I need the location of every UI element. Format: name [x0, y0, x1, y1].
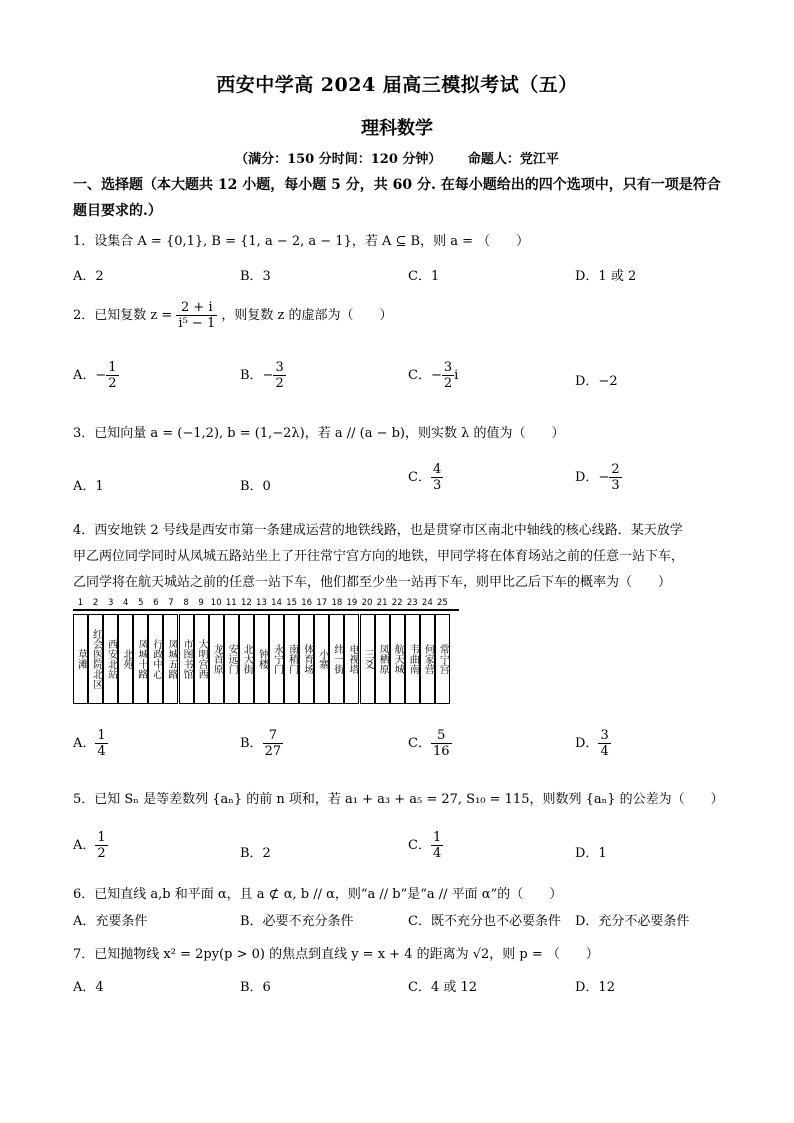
station-number: 5	[138, 598, 144, 608]
station-box: 草滩	[73, 614, 88, 704]
station-box: 三爻	[360, 614, 375, 704]
q4-c-label: C．	[408, 736, 431, 751]
station-box: 安远门	[224, 614, 239, 704]
station-box: 北苑	[118, 614, 133, 704]
q5-option-d: D．1	[575, 846, 607, 861]
station-box: 市图书馆	[179, 614, 194, 704]
q4-c-den: 16	[432, 744, 450, 759]
q3-c-fraction	[431, 462, 443, 493]
subject-title: 理科数学	[361, 118, 433, 139]
q5-c-num: 1	[432, 830, 442, 845]
q1-option-a: A．2	[73, 269, 104, 284]
question-6: 6．已知直线 a,b 和平面 α，且 a ⊄ α, b // α，则“a // b”是“a // 平面 α”的（ ）	[73, 887, 563, 902]
q2-c-num: 3	[443, 360, 453, 375]
q5-option-b: B．2	[240, 846, 271, 861]
q4-b-den: 27	[264, 744, 282, 759]
q3-c-num: 4	[432, 462, 442, 477]
q2-frac-denominator: i⁵ − 1	[178, 316, 216, 331]
station-box: 南稍门	[284, 614, 299, 704]
q2-option-b	[240, 360, 286, 391]
station-box: 北大街	[239, 614, 254, 704]
q5-c-fraction	[431, 830, 443, 861]
q2-b-label: B．−	[240, 368, 274, 383]
station-number: 17	[316, 598, 328, 608]
station-box: 龙首原	[209, 614, 224, 704]
q7-option-b: B．6	[240, 980, 271, 995]
station-box: 永宁门	[269, 614, 284, 704]
q4-c-num: 5	[431, 728, 452, 744]
exam-meta	[0, 148, 794, 167]
q5-c-den: 4	[432, 846, 442, 861]
q2-option-d: D．−2	[575, 374, 618, 389]
station-box: 凤栖原	[375, 614, 390, 704]
station-number: 23	[406, 598, 418, 608]
q2-frac-numerator: 2 + i	[176, 300, 217, 316]
q3-c-den: 3	[432, 478, 442, 493]
station-box: 西安北站	[103, 614, 118, 704]
station-box: 韦曲南	[405, 614, 420, 704]
q1-option-c: C．1	[408, 269, 440, 284]
station-number: 6	[153, 598, 159, 608]
q4-d-num: 3	[600, 728, 609, 743]
q3-d-num: 2	[611, 462, 620, 477]
q3-option-b: B．0	[240, 479, 271, 494]
q4-d-label: D．	[575, 736, 599, 751]
station-box: 航天城	[390, 614, 405, 704]
author-info: 命题人：党江平	[467, 152, 559, 167]
station-number: 11	[225, 598, 237, 608]
q4-option-d	[575, 728, 611, 759]
q4-a-num: 1	[97, 728, 106, 743]
station-number: 10	[210, 598, 222, 608]
station-number: 25	[436, 598, 448, 608]
station-number: 15	[286, 598, 298, 608]
q3-d-den: 3	[611, 478, 620, 493]
q5-a-den: 2	[97, 846, 106, 861]
q4-option-b	[240, 728, 283, 759]
q2-a-num: 1	[108, 360, 117, 375]
q1-option-b: B．3	[240, 269, 271, 284]
station-number: 2	[92, 598, 99, 608]
q5-a-fraction	[95, 830, 107, 861]
exam-title: 西安中学高 2024 届高三模拟考试（五）	[216, 74, 578, 96]
station-number: 12	[240, 598, 252, 608]
q4-b-num: 7	[263, 728, 284, 744]
question-4-line-3: 乙同学将在航天城站之前的任意一站下车，他们都至少坐一站再下车，则甲比乙后下车的概率为（ ）	[73, 575, 672, 590]
q3-d-fraction	[609, 462, 621, 493]
q2-option-a	[73, 360, 119, 391]
q3-option-a: A．1	[73, 479, 104, 494]
q6-option-c: C．既不充分也不必要条件	[408, 914, 561, 929]
station-box: 凤城十路	[133, 614, 148, 704]
q3-option-c	[408, 462, 443, 493]
q5-a-label: A．	[73, 838, 96, 853]
q2-option-c	[408, 360, 458, 391]
station-box: 大明宫西	[194, 614, 209, 704]
q4-d-fraction	[598, 728, 610, 759]
q4-b-label: B．	[240, 736, 263, 751]
station-number: 19	[346, 598, 358, 608]
station-number: 22	[391, 598, 403, 608]
question-4-line-1: 4．西安地铁 2 号线是西安市第一条建成运营的地铁线路，也是贯穿市区南北中轴线的核心线路．某天放学	[73, 523, 683, 538]
subway-line	[73, 609, 459, 611]
station-box: 体育场	[299, 614, 314, 704]
station-number: 21	[376, 598, 388, 608]
q2-b-fraction	[273, 360, 285, 391]
station-number: 4	[123, 598, 129, 608]
station-number: 9	[198, 598, 204, 608]
station-box: 红会医院北区	[88, 614, 103, 704]
q6-option-a: A．充要条件	[73, 914, 148, 929]
q4-b-fraction	[263, 728, 284, 759]
q2-b-num: 3	[275, 360, 284, 375]
q2-c-den: 2	[443, 376, 453, 391]
q4-a-den: 4	[97, 744, 106, 759]
station-number: 7	[168, 598, 174, 608]
question-1: 1．设集合 A = {0,1}, B = {1, a − 2, a − 1}，若 A ⊆ B，则 a = （ ）	[73, 234, 530, 249]
q3-option-d	[575, 462, 622, 493]
question-2	[73, 300, 393, 331]
station-number: 3	[107, 598, 114, 608]
station-box: 常宁宫	[435, 614, 450, 704]
station-number: 13	[256, 598, 267, 608]
q4-a-label: A．	[73, 736, 96, 751]
station-number: 24	[421, 598, 433, 608]
q6-option-d: D．充分不必要条件	[575, 914, 690, 929]
score-info: （满分：150 分时间：120 分钟）	[235, 152, 442, 167]
station-number: 16	[301, 598, 313, 608]
station-box: 行政中心	[148, 614, 163, 704]
q4-option-a	[73, 728, 108, 759]
q2-a-den: 2	[108, 376, 117, 391]
station-number: 1	[77, 598, 84, 608]
question-7: 7．已知抛物线 x² = 2py(p > 0) 的焦点到直线 y = x + 4 的距离为 √2，则 p = （ ）	[73, 947, 599, 962]
station-number: 8	[183, 598, 189, 608]
q2-suffix: ，则复数 z 的虚部为（ ）	[221, 308, 393, 323]
q2-a-fraction	[106, 360, 118, 391]
q2-a-label: A．−	[73, 368, 107, 383]
q3-c-label: C．	[408, 470, 431, 485]
q2-prefix: 2．已知复数 z =	[73, 308, 173, 323]
station-number: 14	[271, 598, 282, 608]
q2-fraction	[176, 300, 217, 331]
q5-option-a	[73, 830, 108, 861]
q1-option-d: D．1 或 2	[575, 269, 637, 284]
q4-d-den: 4	[600, 744, 609, 759]
question-5: 5．已知 Sₙ 是等差数列 {aₙ} 的前 n 项和，若 a₁ + a₃ + a₅ = 27, S₁₀ = 115，则数列 {aₙ} 的公差为（ ）	[73, 792, 724, 807]
question-4-line-2: 甲乙两位同学同时从凤城五路站坐上了开往常宁宫方向的地铁，甲同学将在体育场站之前的任意一站下车，	[73, 549, 685, 564]
q6-option-b: B．必要不充分条件	[240, 914, 354, 929]
station-number: 18	[331, 598, 343, 608]
q4-option-c	[408, 728, 452, 759]
q2-c-label: C．−	[408, 368, 442, 383]
q5-a-num: 1	[97, 830, 106, 845]
station-box: 纬一街	[329, 614, 344, 704]
q5-option-c	[408, 830, 443, 861]
q4-a-fraction	[95, 728, 107, 759]
q2-c-fraction	[442, 360, 454, 391]
station-number: 20	[361, 598, 373, 608]
station-box: 凤城五路	[163, 614, 178, 704]
q5-c-label: C．	[408, 838, 431, 853]
section-heading: 一、选择题（本大题共 12 小题，每小题 5 分，共 60 分. 在每小题给出的四个选项中，只有一项是符合题目要求的.）	[73, 177, 721, 219]
station-box: 何家营	[420, 614, 435, 704]
station-box: 电视塔	[344, 614, 359, 704]
q7-option-a: A．4	[73, 980, 104, 995]
q2-c-tail: i	[454, 368, 459, 383]
q7-option-d: D．12	[575, 980, 615, 995]
subway-line-map	[73, 598, 459, 706]
question-3: 3．已知向量 a = (−1,2), b = (1,−2λ)，若 a // (a − b)，则实数 λ 的值为（ ）	[73, 426, 565, 441]
station-box: 钟楼	[254, 614, 269, 704]
q3-d-label: D．−	[575, 470, 610, 485]
q4-c-fraction	[431, 728, 452, 759]
q7-option-c: C．4 或 12	[408, 980, 478, 995]
station-box: 小寨	[314, 614, 329, 704]
q2-b-den: 2	[275, 376, 284, 391]
